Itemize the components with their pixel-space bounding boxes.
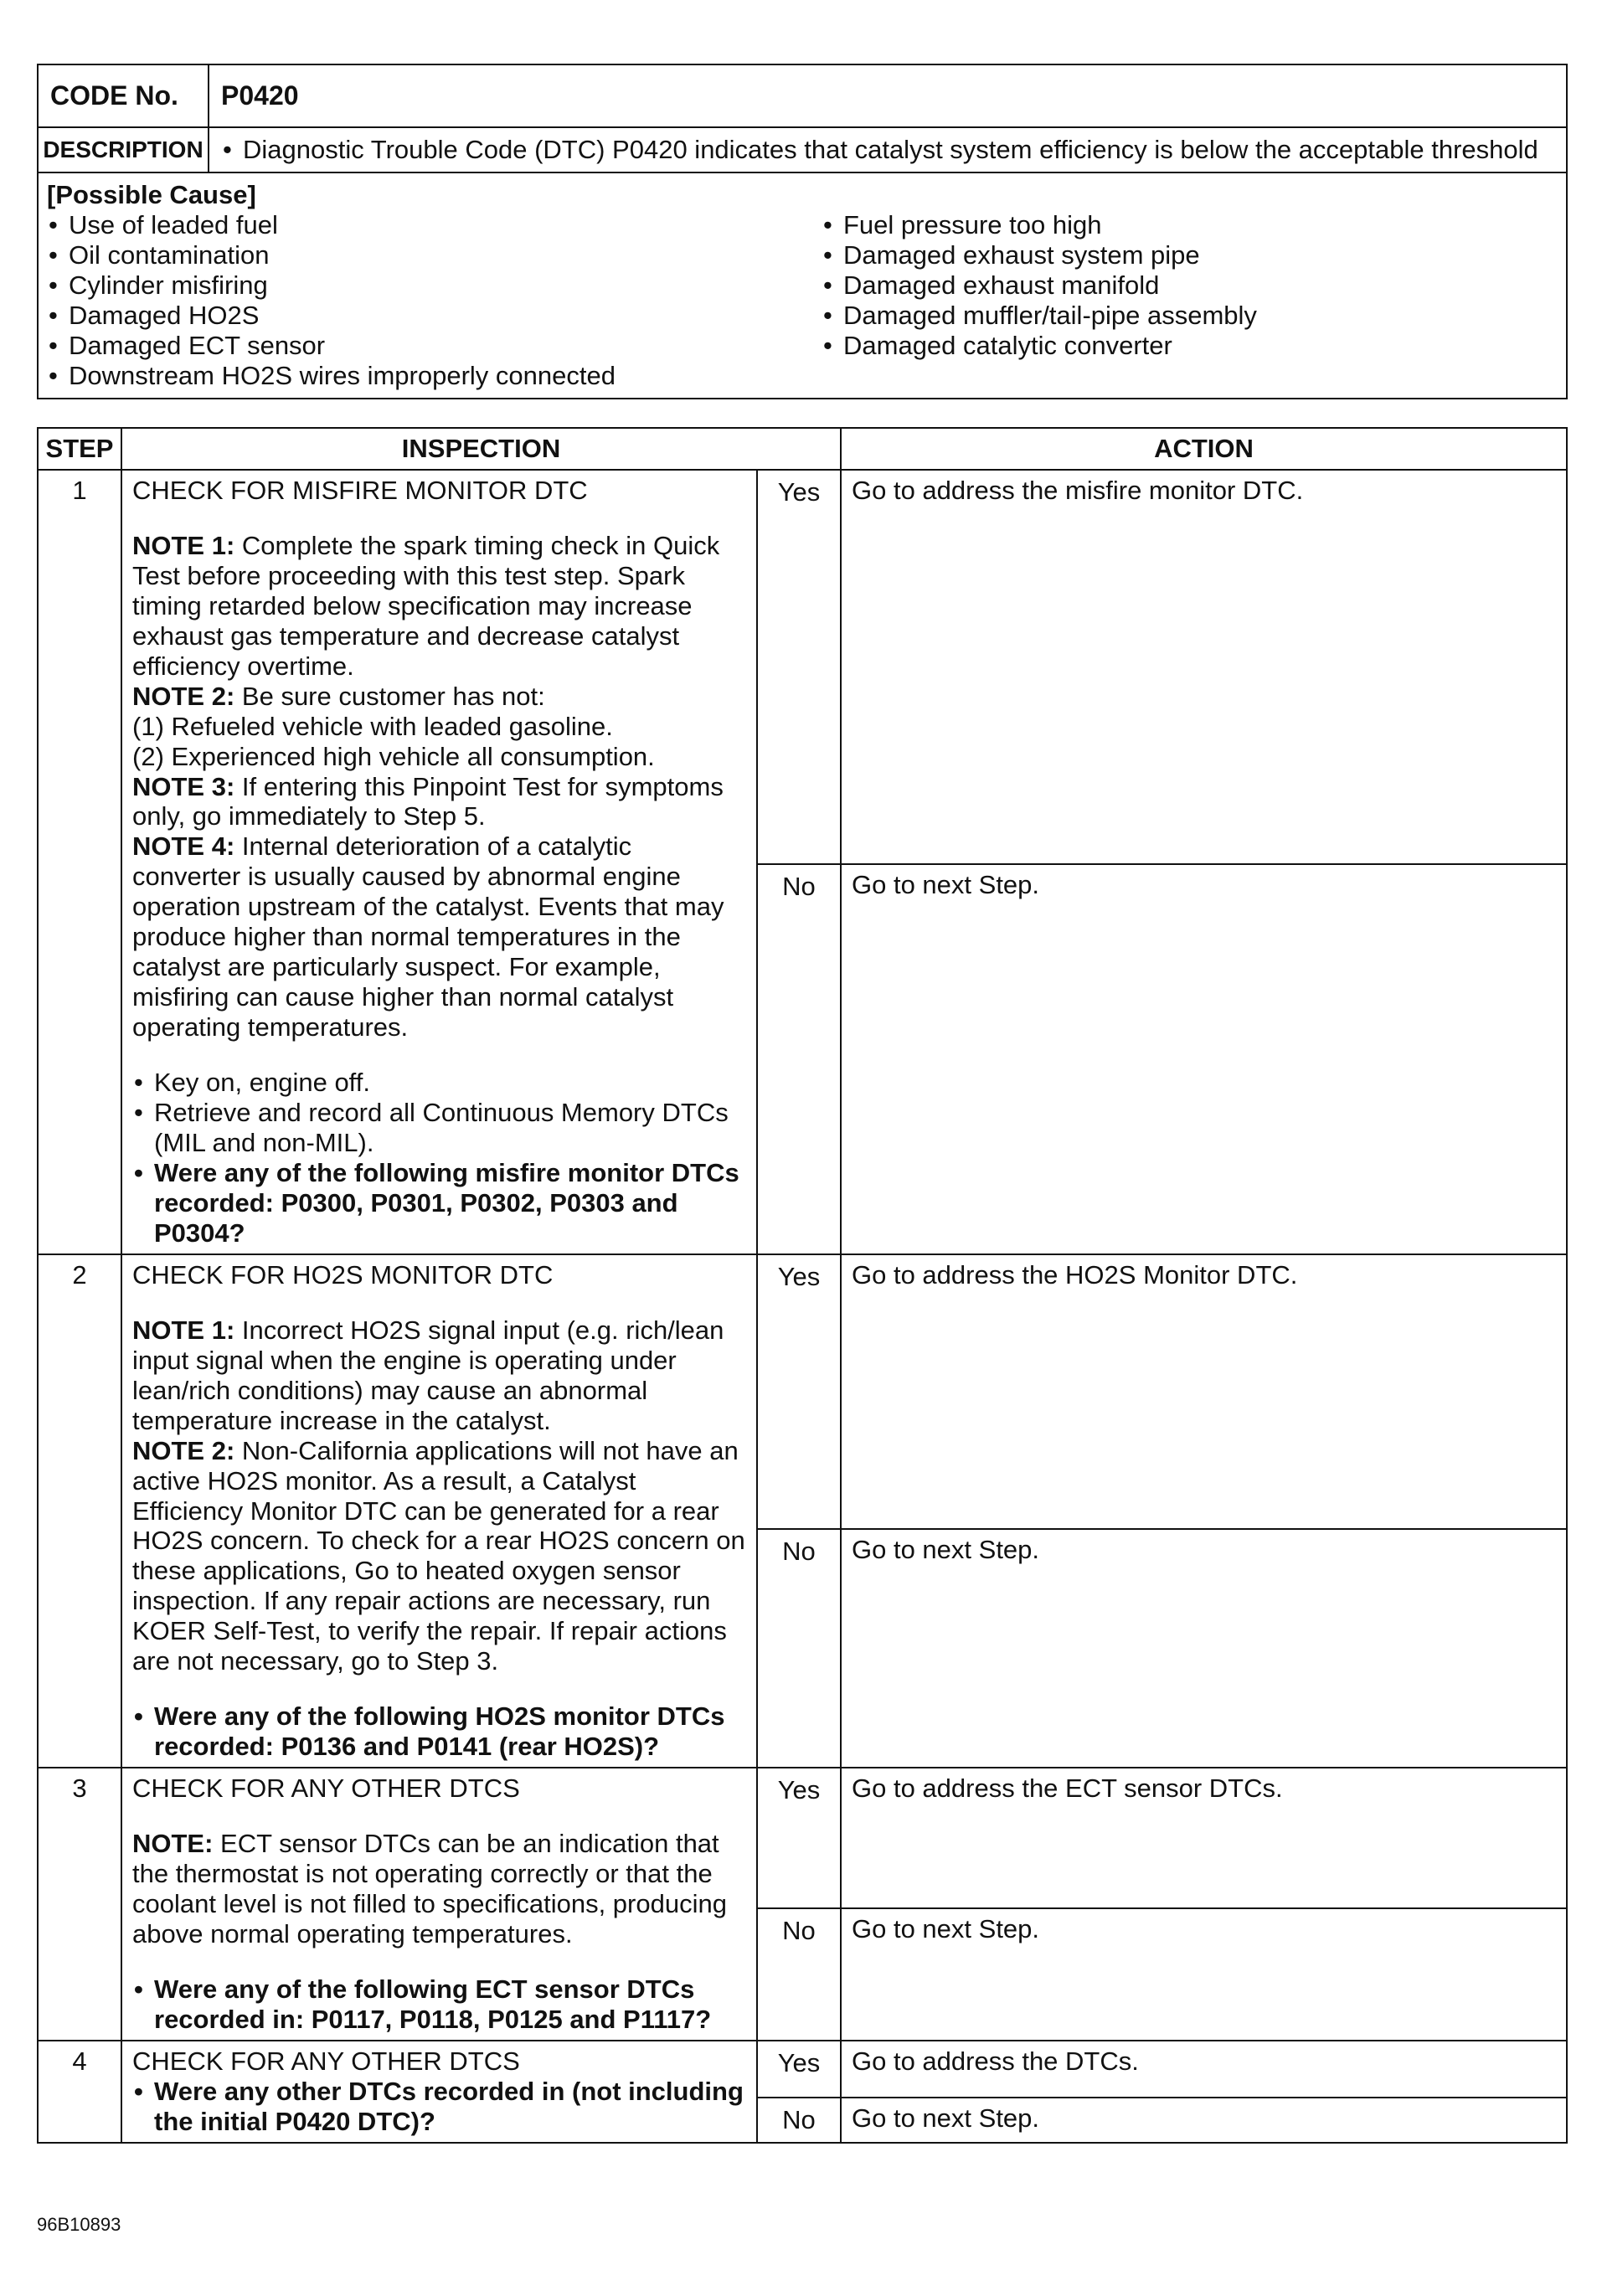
inspection-column-header: INSPECTION [121, 428, 841, 470]
no-action: Go to next Step. [841, 1529, 1567, 1768]
yes-action: Go to address the DTCs. [841, 2041, 1567, 2098]
step-1-inspection [121, 470, 757, 1254]
no-label: No [757, 1908, 841, 2041]
note: NOTE 3: If entering this Pinpoint Test for symptoms only, go immediately to Step 5. [132, 771, 724, 831]
action-column-header: ACTION [841, 428, 1567, 470]
step-3-yes-row [38, 1768, 1567, 1908]
note-line: (2) Experienced high vehicle all consumption. [132, 741, 655, 771]
step-question: • Were any of the following HO2S monitor DTCs recorded: P0136 and P0141 (rear HO2S)? [132, 1701, 746, 1762]
no-label: No [757, 2098, 841, 2143]
step-1-yes-row [38, 470, 1567, 864]
step-title: CHECK FOR ANY OTHER DTCS [132, 2046, 520, 2076]
yes-label: Yes [757, 1254, 841, 1529]
step-2-inspection [121, 1254, 757, 1768]
step-2-yes-row [38, 1254, 1567, 1529]
inspection-steps-table [37, 427, 1568, 2144]
note: NOTE 1: Incorrect HO2S signal input (e.g. rich/lean input signal when the engine is operating under lean/rich conditions) may cause an abnormal temperature increase in the catalyst. [132, 1315, 724, 1435]
step-title: CHECK FOR MISFIRE MONITOR DTC [132, 475, 588, 505]
note: NOTE 4: Internal deterioration of a catalytic converter is usually caused by abnormal engine operation upstream of the catalyst. Events that may produce higher than normal temperatures in the catalyst are particularly suspect. For example, misfiring can cause higher than normal catalyst operating temperatures. [132, 831, 724, 1042]
step-3-inspection [121, 1768, 757, 2041]
possible-cause-left-column [47, 180, 822, 391]
yes-action: Go to address the ECT sensor DTCs. [841, 1768, 1567, 1908]
step-question: • Were any of the following ECT sensor DTCs recorded in: P0117, P0118, P0125 and P1117? [132, 1974, 746, 2035]
cause-item: • Damaged exhaust manifold [822, 270, 1257, 301]
bullet-item: • Retrieve and record all Continuous Memory DTCs (MIL and non-MIL). [132, 1098, 746, 1158]
yes-label: Yes [757, 2041, 841, 2098]
note-line: (1) Refueled vehicle with leaded gasoline. [132, 711, 613, 741]
step-2-bullets [132, 1701, 746, 1762]
step-4-inspection [121, 2041, 757, 2143]
cause-item: • Downstream HO2S wires improperly connected [47, 361, 822, 391]
step-number: 3 [38, 1768, 121, 2041]
cause-item: • Damaged exhaust system pipe [822, 240, 1257, 270]
code-number-label: CODE No. [38, 64, 209, 127]
step-4-bullets [132, 2077, 746, 2137]
possible-cause-title: [Possible Cause] [47, 180, 256, 210]
yes-action: Go to address the misfire monitor DTC. [841, 470, 1567, 864]
step-column-header: STEP [38, 428, 121, 470]
note: NOTE: ECT sensor DTCs can be an indication that the thermostat is not operating correctly or that the coolant level is not filled to specifications, producing above normal operating temperatures. [132, 1829, 727, 1949]
cause-item: • Damaged ECT sensor [47, 331, 822, 361]
yes-action: Go to address the HO2S Monitor DTC. [841, 1254, 1567, 1529]
yes-label: Yes [757, 1768, 841, 1908]
code-header-table [37, 64, 1568, 399]
cause-item: • Use of leaded fuel [47, 210, 822, 240]
cause-item: • Damaged muffler/tail-pipe assembly [822, 301, 1257, 331]
table-header-row [38, 428, 1567, 470]
cause-item: • Cylinder misfiring [47, 270, 822, 301]
step-title: CHECK FOR HO2S MONITOR DTC [132, 1259, 554, 1290]
step-question: • Were any other DTCs recorded in (not including the initial P0420 DTC)? [132, 2077, 746, 2137]
no-label: No [757, 1529, 841, 1768]
no-label: No [757, 864, 841, 1254]
step-4-yes-row [38, 2041, 1567, 2098]
step-question: • Were any of the following misfire monitor DTCs recorded: P0300, P0301, P0302, P0303 and P0304? [132, 1158, 746, 1248]
note: NOTE 2: Non-California applications will not have an active HO2S monitor. As a result, a Catalyst Efficiency Monitor DTC can be generated for a rear HO2S concern. To check for a rear HO2S concern on these applications, Go to heated oxygen sensor inspection. If any repair actions are necessary, run KOER Self-Test, to verify the repair. If repair actions are not necessary, go to Step 3. [132, 1435, 745, 1676]
description-cell [209, 127, 1567, 172]
note: NOTE 1: Complete the spark timing check in Quick Test before proceeding with this test step. Spark timing retarded below specification may increase exhaust gas temperature and decrease catalyst efficiency overtime. [132, 530, 720, 681]
step-title: CHECK FOR ANY OTHER DTCS [132, 1773, 520, 1804]
cause-item: • Damaged catalytic converter [822, 331, 1257, 361]
step-1-bullets [132, 1068, 746, 1248]
yes-label: Yes [757, 470, 841, 864]
step-number: 4 [38, 2041, 121, 2143]
description-text: • Diagnostic Trouble Code (DTC) P0420 indicates that catalyst system efficiency is below the acceptable threshold [221, 135, 1554, 165]
step-3-bullets [132, 1974, 746, 2035]
code-number-value: P0420 [209, 64, 1567, 127]
note: NOTE 2: Be sure customer has not: [132, 681, 545, 711]
step-number: 1 [38, 470, 121, 1254]
no-action: Go to next Step. [841, 864, 1567, 1254]
step-number: 2 [38, 1254, 121, 1768]
figure-id: 96B10893 [37, 2214, 121, 2235]
description-label: DESCRIPTION [38, 127, 209, 172]
no-action: Go to next Step. [841, 1908, 1567, 2041]
cause-item: • Fuel pressure too high [822, 210, 1257, 240]
cause-item: • Damaged HO2S [47, 301, 822, 331]
possible-cause-cell [38, 172, 1567, 399]
bullet-item: • Key on, engine off. [132, 1068, 746, 1098]
no-action: Go to next Step. [841, 2098, 1567, 2143]
possible-cause-right-column [822, 180, 1257, 391]
cause-item: • Oil contamination [47, 240, 822, 270]
